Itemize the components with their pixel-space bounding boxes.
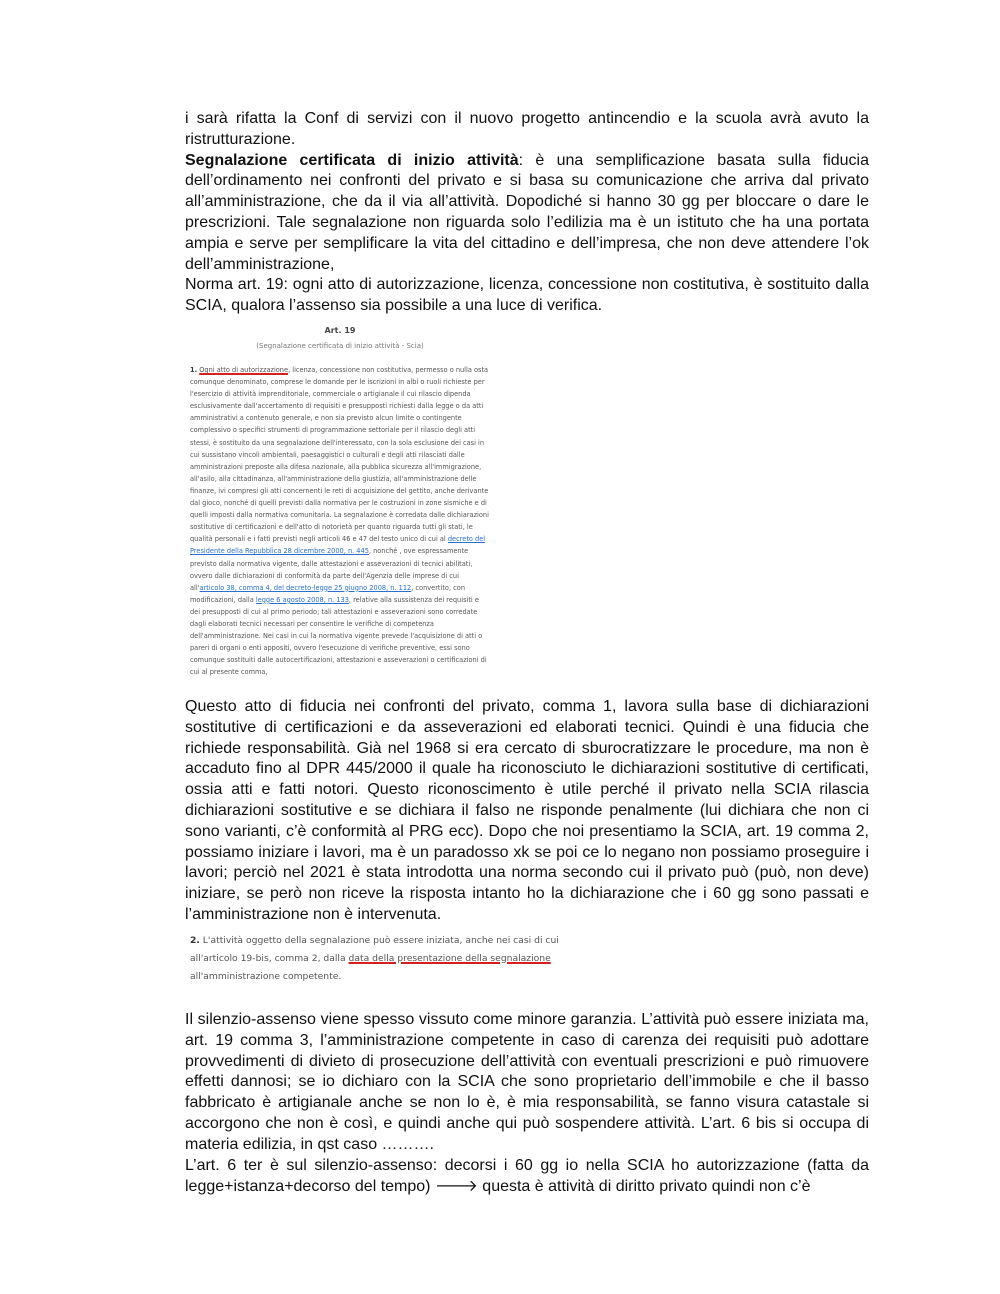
paragraph-scia [185,151,869,276]
paragraph-norma: Norma art. 19: ogni atto di autorizzazione, licenza, concessione non costitutiva, è sostituito dalla SCIA, qualora l’assenso sia possibile a una luce di verifica. [185,276,869,315]
art6ter-text-b: questa è attività di diritto privato quindi non c’è [477,1178,811,1196]
text-block-3 [185,1010,869,1198]
comma2-text [186,930,586,986]
art19-text-d: , relative alla sussistenza dei requisiti e dei presupposti di cui al primo periodo; tali attestazioni e asseverazioni sono corredate dagli elaborati tecnici necessari per consentire le verifiche di competenza dell'amministrazione. Nei casi in cui la normativa vigente prevede l'acquisizione di atti o pareri di organi o enti appositi, ovvero l'esecuzione di verifiche preventive, essi sono comunque sostituiti dalle autocertificazioni, attestazioni e asseverazioni o certificazioni di cui al presente comma, [190,595,487,677]
underlined-phrase: data della presentazione della segnalazione [348,953,551,964]
comma2-text-b: all'amministrazione competente. [190,971,342,982]
right-arrow-icon: 🡒 [434,1176,478,1196]
art19-comma1 [186,364,494,678]
art19-text-a: , licenza, concessione non costitutiva, permesso o nulla osta comunque denominato, comprese le domande per le iscrizioni in albi o ruoli richieste per l'esercizio di attività imprenditoriale, commerciale o artigianale il cui rilascio dipenda esclusivamente dall'accertamento di requisiti e presupposti richiesti dalla legge o da atti amministrativi a contenuto generale, e non sia previsto alcun limite o contingente complessivo o specifici strumenti di programmazione settoriale per il rilascio degli atti stessi, è sostituito da una segnalazione dell'interessato, con la sola esclusione dei casi in cui sussistano vincoli ambientali, paesaggistici o culturali e degli atti rilasciati dalle amministrazioni preposte alla difesa nazionale, alla pubblica sicurezza all'immigrazione, all'asilo, alla cittadinanza, all'amministrazione della giustizia, all'amministrazione delle finanze, ivi compresi gli atti concernenti le reti di acquisizione del gettito, anche derivante dal gioco, nonché di quelli previsti dalla normativa per le costruzioni in zone sismiche e di quelli imposti dalla normativa comunitaria. La segnalazione è corredata dalle dichiarazioni sostitutive di certificazioni e dell'atto di notorietà per quanto riguarda tutti gli stati, le qualità personali e i fatti previsti negli articoli 46 e 47 del testo unico di cui al [190,366,489,544]
link-dl-112[interactable]: articolo 38, comma 4, del decreto-legge 25 giugno 2008, n. 112 [199,583,412,592]
art19-subtitle: (Segnalazione certificata di inizio attività - Scia) [256,342,424,350]
art6ter-text-a: L’art. 6 ter è sul silenzio-assenso: decorsi i 60 gg io nella SCIA ho autorizzazione (fatta da legge+istanza+decorso del tempo) [185,1156,869,1196]
paragraph-silenzio-assenso: Il silenzio-assenso viene spesso vissuto come minore garanzia. L’attività può essere iniziata ma, art. 19 comma 3, l’amministrazione competente in caso di carenza dei requisiti può adottare provvedimenti di divieto di prosecuzione dell’attività con eventuali prescrizioni e può rimuovere effetti dannosi; se io dichiaro con la SCIA che sono proprietario dell’immobile e che il basso fabbricato è artigianale anche se non lo è, è mia responsabilità, se fanno visura catastale si accorgono che non è così, e quindi anche qui può sospendere attività. L’art. 6 bis si occupa di materia edilizia, in qst caso ………. [185,1011,869,1153]
comma2-screenshot [186,930,586,988]
art19-text-c: , convertito, con modificazioni, dalla [190,583,466,604]
link-dpr-445[interactable]: decreto del Presidente della Repubblica 28 dicembre 2000, n. 445 [190,535,486,556]
link-legge-133[interactable]: legge 6 agosto 2008, n. 133 [255,595,349,604]
comma2-text-a: L'attività oggetto della segnalazione può essere iniziata, anche nei casi di cui all'articolo 19-bis, comma 2, dalla [190,935,559,964]
art19-text-b: , nonché , ove espressamente previsto dalla normativa vigente, dalle attestazioni e asseverazioni di tecnici abilitati, ovvero dalle dichiarazioni di conformità da parte dell'Agenzia delle imprese di cui all' [190,547,473,592]
text-block-1 [185,109,869,317]
scia-description: : è una semplificazione basata sulla fiducia dell’ordinamento nei confronti del privato e si basa su comunicazione che arriva dal privato all’amministrazione, che da il via all’attività. Dopodiché si hanno 30 gg per bloccare o dare le prescrizioni. Tale segnalazione non riguarda solo l’edilizia ma è un istituto che ha una portata ampia e serve per semplificare la vita del cittadino e dell’impresa, che non deve attendere l’ok dell’amministrazione, [185,151,870,273]
underlined-phrase: Ogni atto di autorizzazione [199,366,289,374]
paragraph-intro: i sarà rifatta la Conf di servizi con il nuovo progetto antincendio e la scuola avrà avuto la ristrutturazione. [185,110,869,148]
paragraph-fiducia: Questo atto di fiducia nei confronti del privato, comma 1, lavora sulla base di dichiarazioni sostitutive di certificazioni e da asseverazioni ed elaborati tecnici. Quindi è una fiducia che richiede responsabilità. Già nel 1968 si era cercato di sburocratizzare le procedure, ma non è accaduto fino al DPR 445/2000 il quale ha riconosciuto le dichiarazioni sostitutive di certificati, ossia atti e fatti notori. Questo riconoscimento è utile perché il privato nella SCIA rilascia dichiarazioni sostitutive e se dichiara il falso ne risponde penalmente (lui dichiara che non ci sono varianti, c’è conformità al PRG ecc). Dopo che noi presentiamo la SCIA, art. 19 comma 2, possiamo iniziare i lavori, ma è un paradosso xk se poi ce lo negano non possiamo proseguire i lavori; perciò nel 2021 è stata introdotta una norma secondo cui il privato può (può, non deve) iniziare, se però non riceve la risposta intanto ho la dichiarazione che i 60 gg sono passati e l’amministrazione non è intervenuta. [185,698,869,923]
comma-number: 1. [190,366,198,374]
art19-title: Art. 19 [324,326,356,335]
art19-screenshot [186,322,494,694]
paragraph-art6ter [185,1156,869,1199]
scia-heading: Segnalazione certificata di inizio attività [185,151,519,169]
text-block-2 [185,697,869,926]
comma-number: 2. [190,935,200,946]
